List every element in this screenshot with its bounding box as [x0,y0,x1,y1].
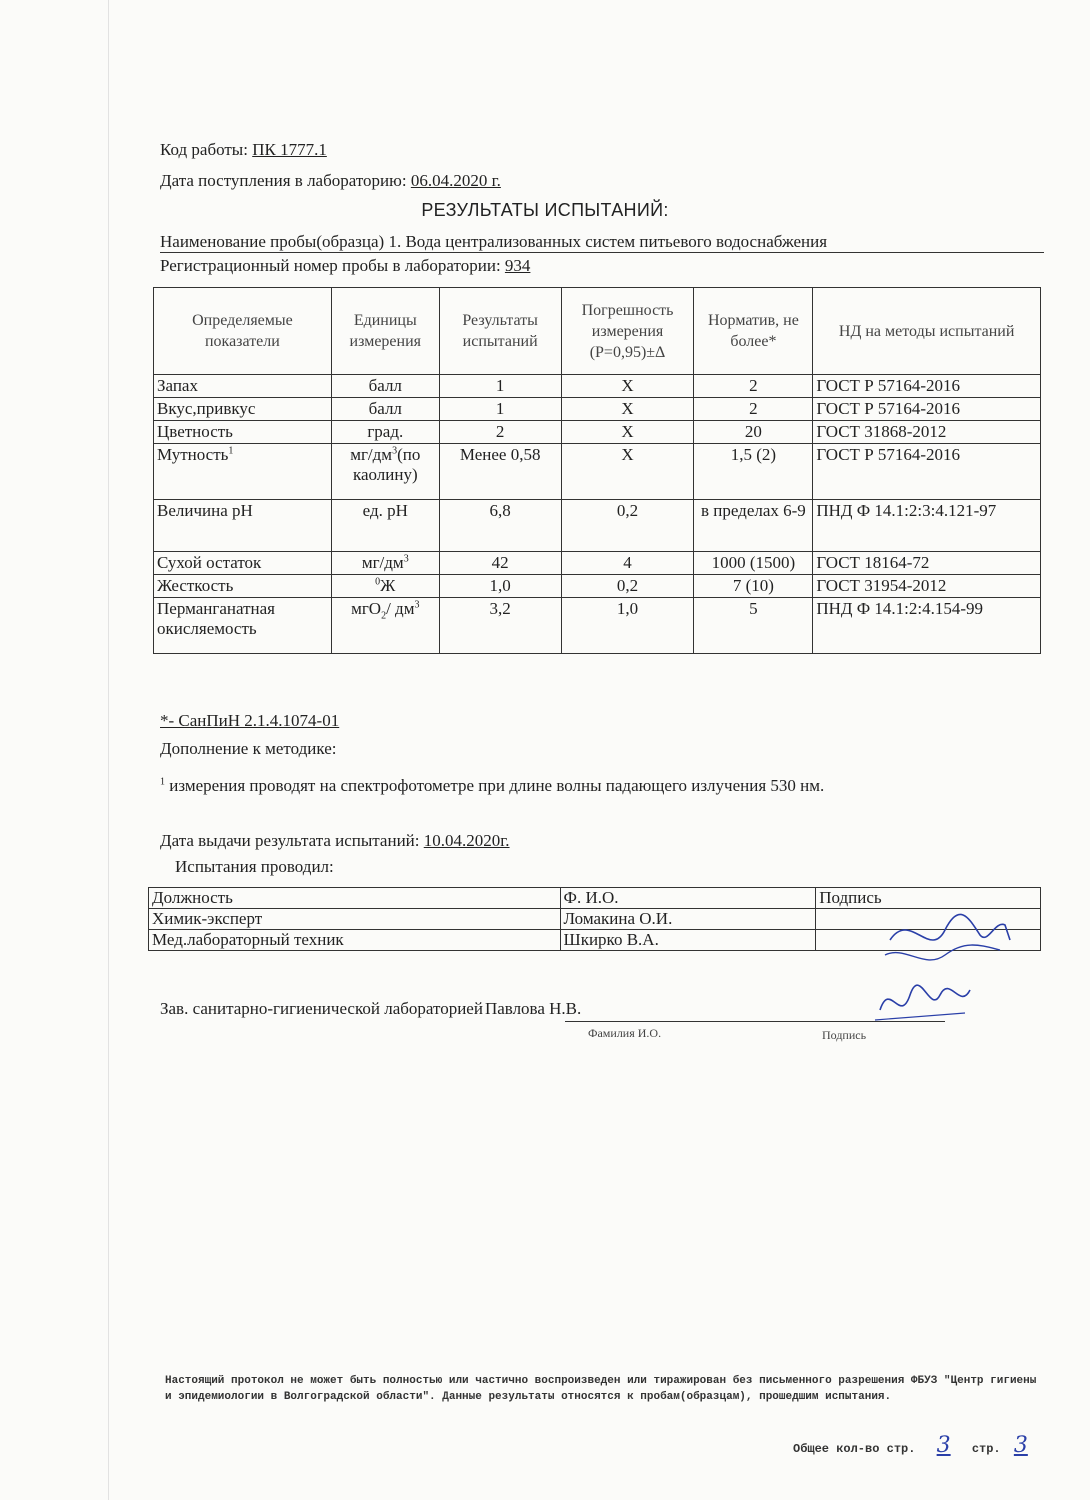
cell-error: Х [561,375,694,398]
receipt-date-label: Дата поступления в лабораторию: [160,171,407,190]
cell-indicator: Жесткость [154,575,332,598]
cell-result: 1 [439,398,561,421]
name-caption: Фамилия И.О. [588,1026,662,1040]
cell-result: 6,8 [439,500,561,552]
cell-unit [331,444,439,500]
results-header-row [154,288,1041,375]
unit-power: 3 [414,599,420,611]
signature-caption: Подпись [822,1028,867,1042]
cell-name: Шкирко В.А. [560,930,816,951]
table-row [154,398,1041,421]
cell-error: 1,0 [561,598,694,654]
cell-result: 42 [439,552,561,575]
page-label: стр. [971,1442,1001,1456]
cell-result: 3,2 [439,598,561,654]
unit-text: Ж [380,576,396,595]
header-error: Погрешность измерения (Р=0,95)±Δ [561,288,694,375]
signature-chemist-icon [870,900,1020,980]
footnote-mark: 1 [160,776,165,788]
cell-unit: балл [331,375,439,398]
head-label: Зав. санитарно-гигиенической лабораторией [160,999,483,1018]
page-count [793,1433,1034,1458]
reg-number-value: 934 [504,256,531,275]
head-name: Павлова Н.В. [484,999,582,1018]
header-method: НД на методы испытаний [813,288,1041,375]
receipt-date-line [160,171,501,191]
cell-error: Х [561,421,694,444]
page-edge [108,0,109,1500]
indicator-text: Мутность [157,445,229,464]
header-norm: Норматив, не более* [694,288,813,375]
head-line [160,999,581,1019]
header-result: Результаты испытаний [439,288,561,375]
cell-indicator: Величина pH [154,500,332,552]
work-code-value: ПК 1777.1 [252,140,327,159]
cell-indicator: Цветность [154,421,332,444]
footer-disclaimer: Настоящий протокол не может быть полностью или частично воспроизведен или тиражирован без письменного разрешения ФБУЗ "Центр гигиены и эпидемиологии в Волгоградской области". Данные результаты относятся к пробам(образцам), прошедшим испытания. [165,1375,1037,1403]
cell-position: Мед.лабораторный техник [149,930,561,951]
header-position: Должность [149,888,561,909]
cell-unit: ед. pH [331,500,439,552]
cell-norm: 2 [694,375,813,398]
cell-norm: 20 [694,421,813,444]
head-signature-line [565,1021,945,1022]
unit-power: 3 [392,445,398,457]
table-row [154,598,1041,654]
page-title: РЕЗУЛЬТАТЫ ИСПЫТАНИЙ: [421,200,669,220]
header-unit: Единицы измерения [331,288,439,375]
cell-method: ГОСТ 31954-2012 [813,575,1041,598]
cell-unit: балл [331,398,439,421]
cell-norm: 7 (10) [694,575,813,598]
cell-method: ПНД Ф 14.1:2:4.154-99 [813,598,1041,654]
pages-total: 3 [936,1433,951,1458]
cell-method: ПНД Ф 14.1:2:3:4.121-97 [813,500,1041,552]
cell-method: ГОСТ Р 57164-2016 [813,375,1041,398]
cell-unit [331,552,439,575]
receipt-date-value: 06.04.2020 г. [410,171,501,190]
cell-unit [331,598,439,654]
cell-error: 0,2 [561,575,694,598]
cell-method: ГОСТ Р 57164-2016 [813,398,1041,421]
cell-error: 4 [561,552,694,575]
unit-tail: (по каолину) [352,445,421,484]
table-row [154,552,1041,575]
table-row [154,421,1041,444]
unit-subscript: 2 [381,610,387,622]
cell-indicator: Перманганатная окисляемость [154,598,332,654]
table-row [154,575,1041,598]
unit-text: мгО [351,599,382,618]
cell-unit [331,575,439,598]
results-table [153,287,1041,654]
cell-indicator [154,444,332,500]
table-row [154,444,1041,500]
norm-source-line [160,711,339,731]
tested-by-label: Испытания проводил: [175,857,334,876]
footnote-text: измерения проводят на спектрофотометре при длине волны падающего излучения 530 нм. [169,776,825,795]
cell-result: 1,0 [439,575,561,598]
reg-number-label: Регистрационный номер пробы в лаборатории: [160,256,501,275]
table-row [154,375,1041,398]
method-addition-label: Дополнение к методике: [160,739,337,758]
issue-date-value: 10.04.2020г. [423,831,510,850]
footnote-line [160,776,824,796]
cell-method: ГОСТ 18164-72 [813,552,1041,575]
cell-error: Х [561,444,694,500]
cell-norm: 1000 (1500) [694,552,813,575]
cell-result: 1 [439,375,561,398]
sample-name-label: Наименование пробы(образца) [160,232,385,251]
page-current: 3 [1013,1433,1028,1458]
cell-indicator: Сухой остаток [154,552,332,575]
cell-indicator: Вкус,привкус [154,398,332,421]
unit-text: мг/дм [361,553,404,572]
sample-name-line [160,232,1044,253]
table-row [154,500,1041,552]
cell-error: 0,2 [561,500,694,552]
cell-error: Х [561,398,694,421]
header-name: Ф. И.О. [560,888,816,909]
unit-mid: / дм [386,599,415,618]
cell-norm: 5 [694,598,813,654]
reg-number-line [160,256,530,276]
work-code-line [160,140,327,160]
cell-result: 2 [439,421,561,444]
unit-power: 3 [403,553,409,565]
header-signature: Подпись [816,888,1041,909]
cell-position: Химик-эксперт [149,909,561,930]
cell-name: Ломакина О.И. [560,909,816,930]
cell-norm: 1,5 (2) [694,444,813,500]
header-indicator: Определяемые показатели [154,288,332,375]
pages-label: Общее кол-во стр. [793,1442,916,1456]
issue-date-line [160,831,510,851]
cell-norm: в пределах 6-9 [694,500,813,552]
unit-degree: 0 [375,576,381,588]
cell-norm: 2 [694,398,813,421]
work-code-label: Код работы: [160,140,248,159]
unit-text: мг/дм [350,445,393,464]
sample-name-value: 1. Вода централизованных систем питьевого водоснабжения [388,232,828,251]
cell-indicator: Запах [154,375,332,398]
cell-result: Менее 0,58 [439,444,561,500]
cell-unit: град. [331,421,439,444]
footnote-ref: 1 [228,445,234,457]
cell-method: ГОСТ Р 57164-2016 [813,444,1041,500]
cell-method: ГОСТ 31868-2012 [813,421,1041,444]
norm-source: *- СанПиН 2.1.4.1074-01 [160,711,340,730]
issue-date-label: Дата выдачи результата испытаний: [160,831,420,850]
